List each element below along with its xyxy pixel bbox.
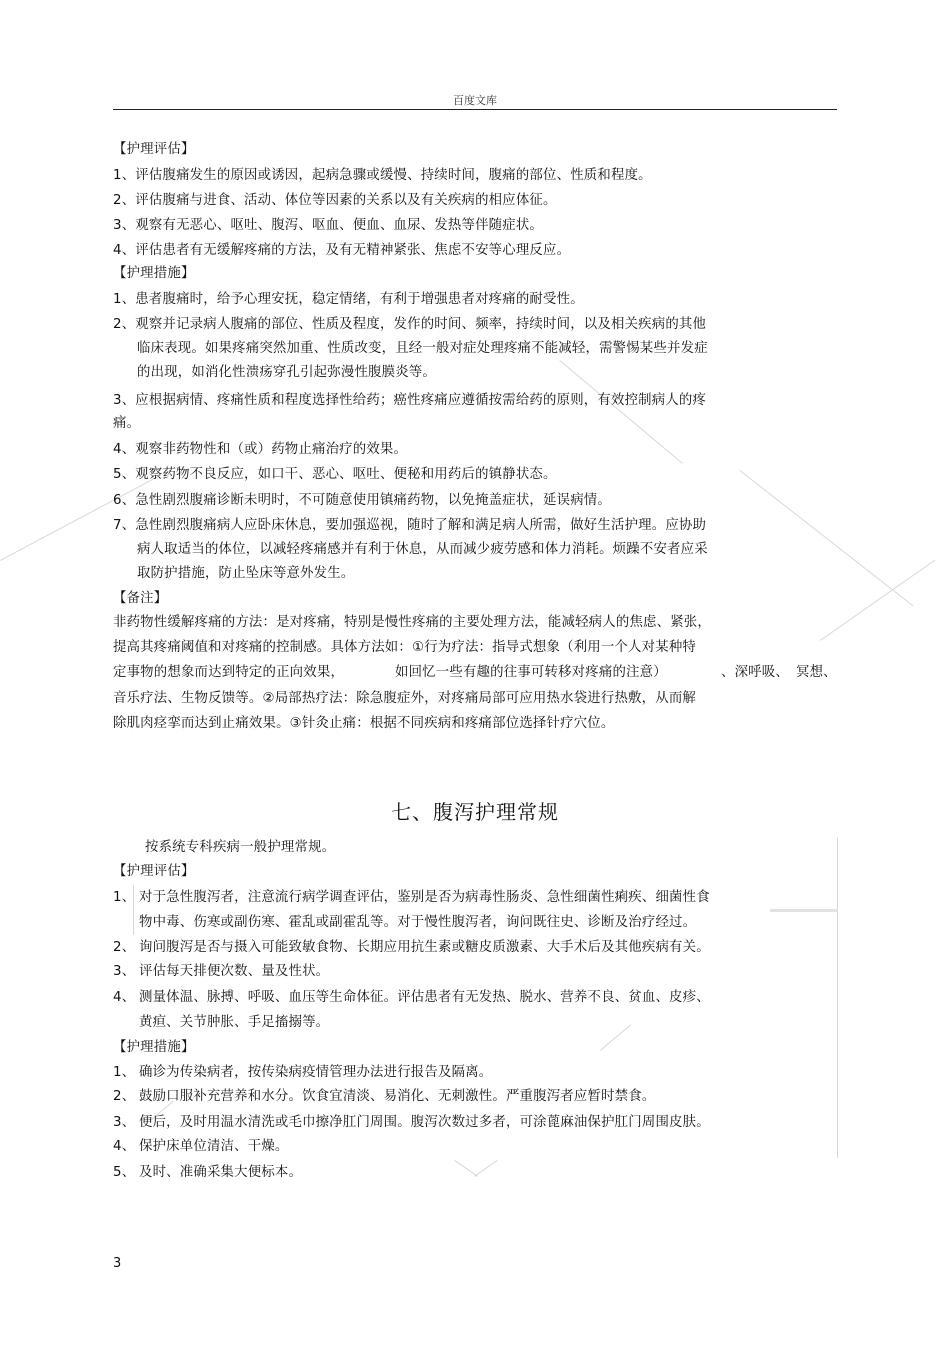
text-line: 4、评估患者有无缓解疼痛的方法，及有无精神紧张、焦虑不安等心理反应。	[113, 243, 571, 258]
watermark-stroke	[739, 470, 913, 606]
item-number: 4、	[113, 990, 136, 1005]
text-line: 测量体温、脉搏、呼吸、血压等生命体征。评估患者有无发热、脱水、营养不良、贫血、皮疹、	[139, 990, 710, 1005]
watermark-stroke	[820, 560, 935, 641]
text-line: 1、评估腹痛发生的原因或诱因，起病急骤或缓慢、持续时间，腹痛的部位、性质和程度。	[113, 168, 652, 183]
text-line: 对于急性腹泻者，注意流行病学调查评估，鉴别是否为病毒性肠炎、急性细菌性痢疾、细菌性食	[139, 890, 710, 905]
text-line: 5、观察药物不良反应，如口干、恶心、呕吐、便秘和用药后的镇静状态。	[113, 467, 557, 482]
text-line: 病人取适当的体位，以减轻疼痛感并有利于休息，从而减少疲劳感和体力消耗。烦躁不安者应采	[137, 542, 708, 557]
text-line: 1、患者腹痛时，给予心理安抚，稳定情绪，有利于增强患者对疼痛的耐受性。	[113, 292, 584, 307]
text-line: 黄疸、关节肿胀、手足搐搦等。	[139, 1015, 330, 1030]
text-line: 鼓励口服补充营养和水分。饮食宜清淡、易消化、无刺激性。严重腹泻者应暂时禁食。	[139, 1089, 656, 1104]
text-line: 的出现，如消化性溃疡穿孔引起弥漫性腹膜炎等。	[137, 365, 436, 380]
text-line: 2、观察并记录病人腹痛的部位、性质及程度，发作的时间、频率，持续时间，以及相关疾病的其他	[113, 317, 707, 332]
page-number: 3	[113, 1256, 122, 1271]
text-line: 3、观察有无恶心、呕吐、腹泻、呕血、便血、血尿、发热等伴随症状。	[113, 218, 544, 233]
heading-nursing-assessment: 【护理评估】	[113, 142, 195, 157]
item-number: 1、	[113, 1065, 136, 1080]
page-header: 百度文库	[453, 94, 497, 107]
section-title: 七、腹泻护理常规	[391, 800, 559, 824]
item-number: 3、	[113, 964, 136, 979]
item-number: 3、	[113, 1115, 136, 1130]
text-line: 定事物的想象而达到特定的正向效果，	[113, 665, 345, 680]
text-line: 7、急性剧烈腹痛病人应卧床休息，要加强巡视，随时了解和满足病人所需，做好生活护理。应协助	[113, 518, 707, 533]
watermark-bar	[837, 838, 838, 1158]
text-line: 冥想、	[796, 665, 837, 680]
text-line: 3、应根据病情、疼痛性质和程度选择性给药；癌性疼痛应遵循按需给药的原则，有效控制病人的疼	[113, 393, 707, 408]
text-line: 保护床单位清洁、干燥。	[139, 1139, 289, 1154]
text-line: 物中毒、伤寒或副伤寒、霍乱或副霍乱等。对于慢性腹泻者，询问既往史、诊断及治疗经过。	[139, 915, 697, 930]
header-divider	[113, 109, 837, 110]
heading-remarks: 【备注】	[113, 591, 168, 606]
text-line: 6、急性剧烈腹痛诊断未明时，不可随意使用镇痛药物，以免掩盖症状，延误病情。	[113, 493, 611, 508]
text-line: 提高其疼痛阈值和对疼痛的控制感。具体方法如：①行为疗法：指导式想象（利用一个人对某种特	[113, 640, 697, 655]
watermark-band	[770, 909, 838, 912]
text-line: 除肌肉痉挛而达到止痛效果。③针灸止痛：根据不同疾病和疼痛部位选择针疗穴位。	[113, 716, 615, 731]
text-line: 2、评估腹痛与进食、活动、体位等因素的关系以及有关疾病的相应体征。	[113, 193, 557, 208]
item-number: 1、	[113, 890, 136, 905]
watermark-stroke	[559, 360, 682, 464]
item-number: 4、	[113, 1139, 136, 1154]
heading-nursing-assessment: 【护理评估】	[113, 864, 195, 879]
text-line: 取防护措施，防止坠床等意外发生。	[137, 566, 355, 581]
item-number: 5、	[113, 1165, 136, 1180]
text-line: 临床表现。如果疼痛突然加重、性质改变，且经一般对症处理疼痛不能减轻，需警惕某些并发症	[137, 341, 708, 356]
text-line: 询问腹泻是否与摄入可能致敏食物、长期应用抗生素或糖皮质激素、大手术后及其他疾病有关。	[139, 940, 710, 955]
text-line: 确诊为传染病者，按传染病疫情管理办法进行报告及隔离。	[139, 1065, 493, 1080]
text-line: 4、观察非药物性和（或）药物止痛治疗的效果。	[113, 442, 408, 457]
text-line: 、深呼吸、	[721, 665, 789, 680]
text-line: 非药物性缓解疼痛的方法：是对疼痛，特别是慢性疼痛的主要处理方法，能减轻病人的焦虑、紧张，	[113, 615, 711, 630]
text-line: 如回忆一些有趣的往事可转移对疼痛的注意）	[395, 665, 667, 680]
text-line: 评估每天排便次数、量及性状。	[139, 964, 330, 979]
text-line: 痛。	[113, 416, 141, 431]
watermark-stroke	[600, 1024, 631, 1050]
text-line: 及时、准确采集大便标本。	[139, 1165, 303, 1180]
item-number: 2、	[113, 1089, 136, 1104]
text-line: 音乐疗法、生物反馈等。②局部热疗法：除急腹症外，对疼痛局部可应用热水袋进行热敷，从而解	[113, 691, 697, 706]
watermark-stroke	[474, 1160, 498, 1177]
text-line: 便后，及时用温水清洗或毛巾擦净肛门周围。腹泻次数过多者，可涂蓖麻油保护肛门周围皮肤。	[139, 1115, 710, 1130]
heading-nursing-measures: 【护理措施】	[113, 266, 195, 281]
item-number: 2、	[113, 940, 136, 955]
text-line: 按系统专科疾病一般护理常规。	[145, 840, 336, 855]
heading-nursing-measures: 【护理措施】	[113, 1040, 195, 1055]
